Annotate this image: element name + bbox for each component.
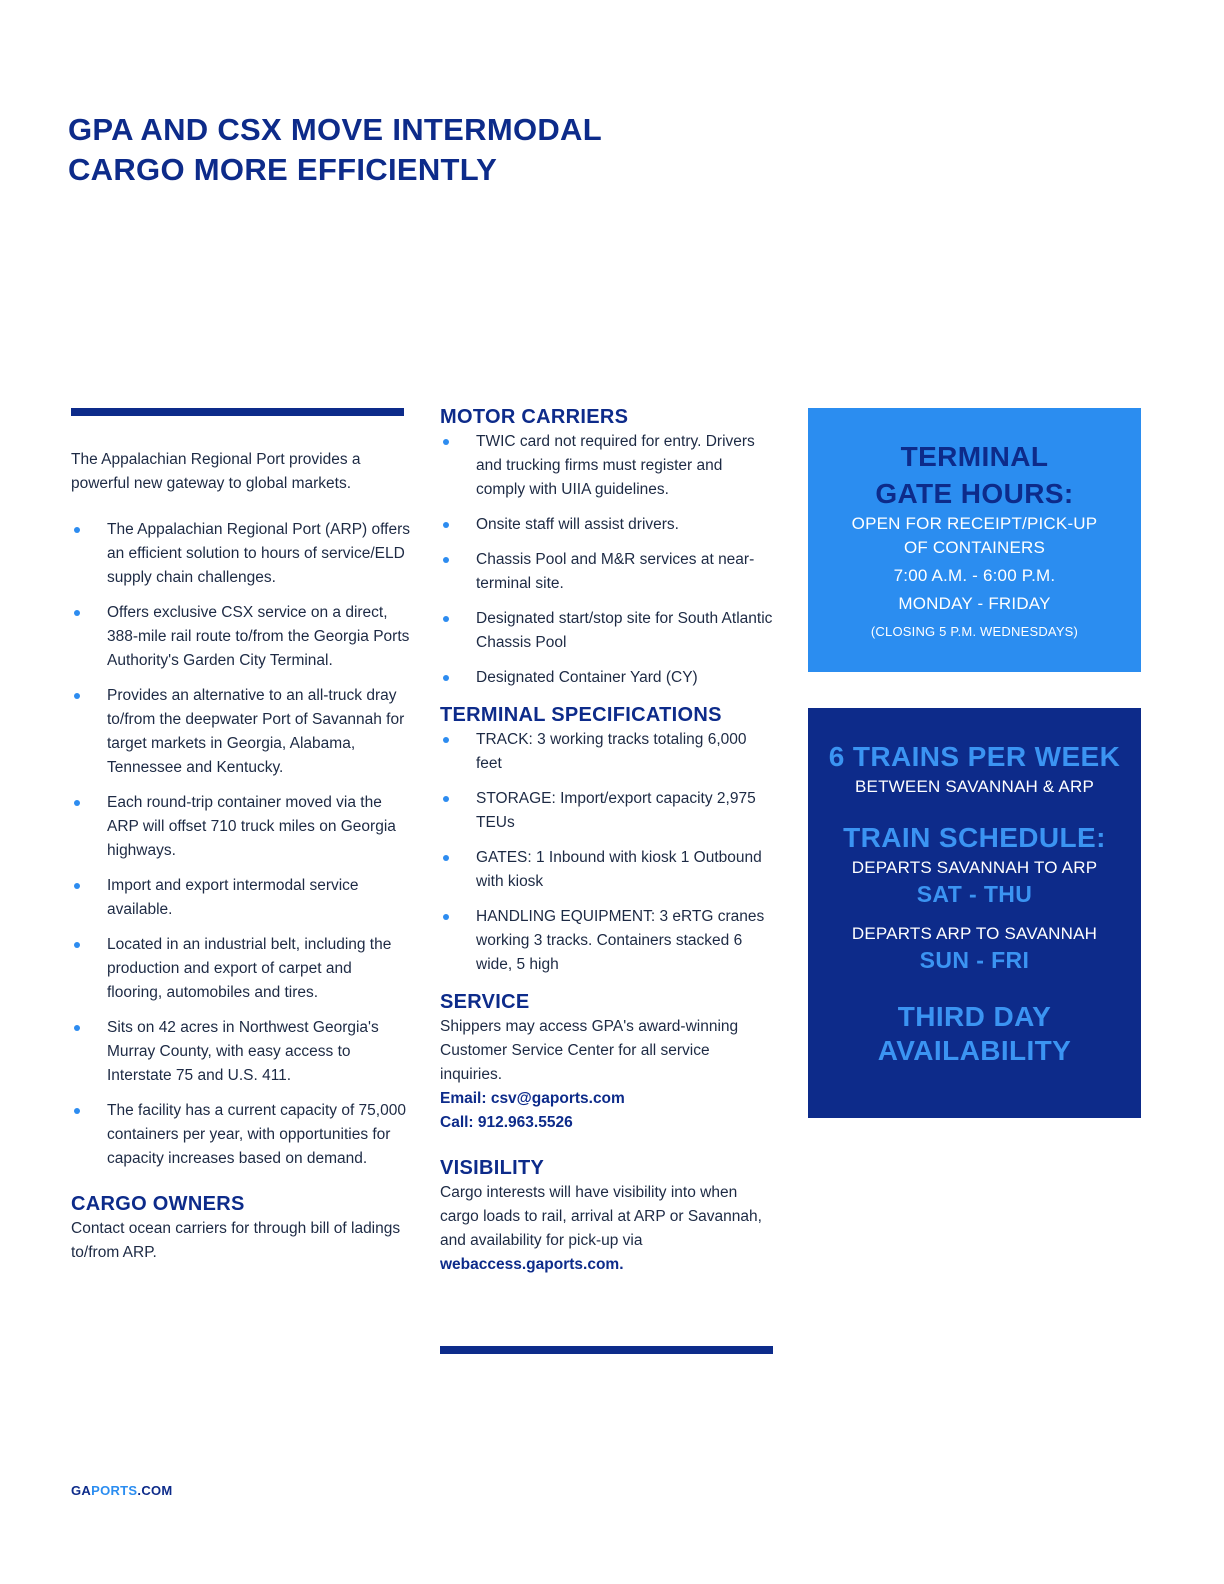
cargo-owners-heading: CARGO OWNERS xyxy=(71,1193,245,1215)
left-column xyxy=(71,448,411,1265)
motor-carriers-list xyxy=(440,430,775,690)
gate-days: MONDAY - FRIDAY xyxy=(898,594,1051,613)
title-line-2: CARGO MORE EFFICIENTLY xyxy=(68,152,498,187)
list-item: Designated start/stop site for South Atlantic Chassis Pool xyxy=(440,607,775,655)
footer-ports: PORTS xyxy=(91,1483,138,1498)
service-text: Shippers may access GPA's award-winning Customer Service Center for all service inquiries. xyxy=(440,1018,739,1083)
list-item: Designated Container Yard (CY) xyxy=(440,666,775,690)
visibility-heading: VISIBILITY xyxy=(440,1157,545,1179)
webaccess-link[interactable]: webaccess.gaports.com. xyxy=(440,1256,624,1273)
list-item: Onsite staff will assist drivers. xyxy=(440,513,775,537)
departs-arp: DEPARTS ARP TO SAVANNAH xyxy=(851,924,1098,943)
list-item: TWIC card not required for entry. Drivers and trucking firms must register and comply with UIIA guidelines. xyxy=(440,430,775,502)
bottom-rule-middle xyxy=(440,1346,773,1354)
arp-benefits-list xyxy=(71,518,411,1171)
third-day-line-2: AVAILABILITY xyxy=(877,1035,1072,1066)
gate-title-line-1: TERMINAL xyxy=(900,441,1049,472)
gate-open-line-2: OF CONTAINERS xyxy=(903,538,1046,557)
train-schedule-box xyxy=(808,708,1141,1118)
list-item: Offers exclusive CSX service on a direct, 388-mile rail route to/from the Georgia Ports Authority's Garden City Terminal. xyxy=(71,601,411,673)
intro-text: The Appalachian Regional Port provides a powerful new gateway to global markets. xyxy=(71,451,361,492)
list-item: GATES: 1 Inbound with kiosk 1 Outbound with kiosk xyxy=(440,846,775,894)
departs-savannah-days: SAT - THU xyxy=(916,881,1033,907)
visibility-text xyxy=(440,1181,775,1277)
third-day-line-1: THIRD DAY xyxy=(897,1001,1052,1032)
list-item: Provides an alternative to an all-truck dray to/from the deepwater Port of Savannah for target markets in Georgia, Alabama, Tennessee and Kentucky. xyxy=(71,684,411,780)
departs-savannah: DEPARTS SAVANNAH TO ARP xyxy=(851,858,1098,877)
service-email-link[interactable]: Email: csv@gaports.com xyxy=(440,1090,625,1107)
gate-open-line-1: OPEN FOR RECEIPT/PICK-UP xyxy=(851,514,1098,533)
list-item: HANDLING EQUIPMENT: 3 eRTG cranes working 3 tracks. Containers stacked 6 wide, 5 high xyxy=(440,905,775,977)
footer-website-link[interactable] xyxy=(71,1483,173,1498)
terminal-specs-heading: TERMINAL SPECIFICATIONS xyxy=(440,704,722,726)
gate-title-line-2: GATE HOURS: xyxy=(875,478,1074,509)
list-item: The Appalachian Regional Port (ARP) offers an efficient solution to hours of service/ELD supply chain challenges. xyxy=(71,518,411,590)
service-phone-link[interactable]: Call: 912.963.5526 xyxy=(440,1114,573,1131)
gate-hours-box xyxy=(808,408,1141,672)
page-title xyxy=(68,110,602,190)
list-item: TRACK: 3 working tracks totaling 6,000 feet xyxy=(440,728,775,776)
trains-between: BETWEEN SAVANNAH & ARP xyxy=(855,777,1094,796)
departs-arp-days: SUN - FRI xyxy=(919,947,1030,973)
middle-column xyxy=(440,404,775,1277)
top-rule-left xyxy=(71,408,404,416)
list-item: Import and export intermodal service available. xyxy=(71,874,411,922)
list-item: Sits on 42 acres in Northwest Georgia's Murray County, with easy access to Interstate 75 and U.S. 411. xyxy=(71,1016,411,1088)
list-item: STORAGE: Import/export capacity 2,975 TEUs xyxy=(440,787,775,835)
service-heading: SERVICE xyxy=(440,991,530,1013)
footer-com: .COM xyxy=(137,1483,173,1498)
visibility-body: Cargo interests will have visibility into when cargo loads to rail, arrival at ARP or Savannah, and availability for pick-up via xyxy=(440,1184,762,1249)
list-item: Chassis Pool and M&R services at near-terminal site. xyxy=(440,548,775,596)
footer-ga: GA xyxy=(71,1483,92,1498)
gate-hours: 7:00 A.M. - 6:00 P.M. xyxy=(893,566,1056,585)
terminal-specs-list xyxy=(440,728,775,977)
list-item: Each round-trip container moved via the ARP will offset 710 truck miles on Georgia highways. xyxy=(71,791,411,863)
list-item: The facility has a current capacity of 75,000 containers per year, with opportunities for capacity increases based on demand. xyxy=(71,1099,411,1171)
title-line-1: GPA AND CSX MOVE INTERMODAL xyxy=(68,112,602,147)
trains-per-week: 6 TRAINS PER WEEK xyxy=(828,741,1121,772)
list-item: Located in an industrial belt, including the production and export of carpet and flooring, automobiles and tires. xyxy=(71,933,411,1005)
train-schedule-heading: TRAIN SCHEDULE: xyxy=(843,822,1106,853)
motor-carriers-heading: MOTOR CARRIERS xyxy=(440,406,629,428)
gate-note: (CLOSING 5 P.M. WEDNESDAYS) xyxy=(870,624,1079,639)
cargo-owners-text: Contact ocean carriers for through bill of ladings to/from ARP. xyxy=(71,1220,401,1261)
